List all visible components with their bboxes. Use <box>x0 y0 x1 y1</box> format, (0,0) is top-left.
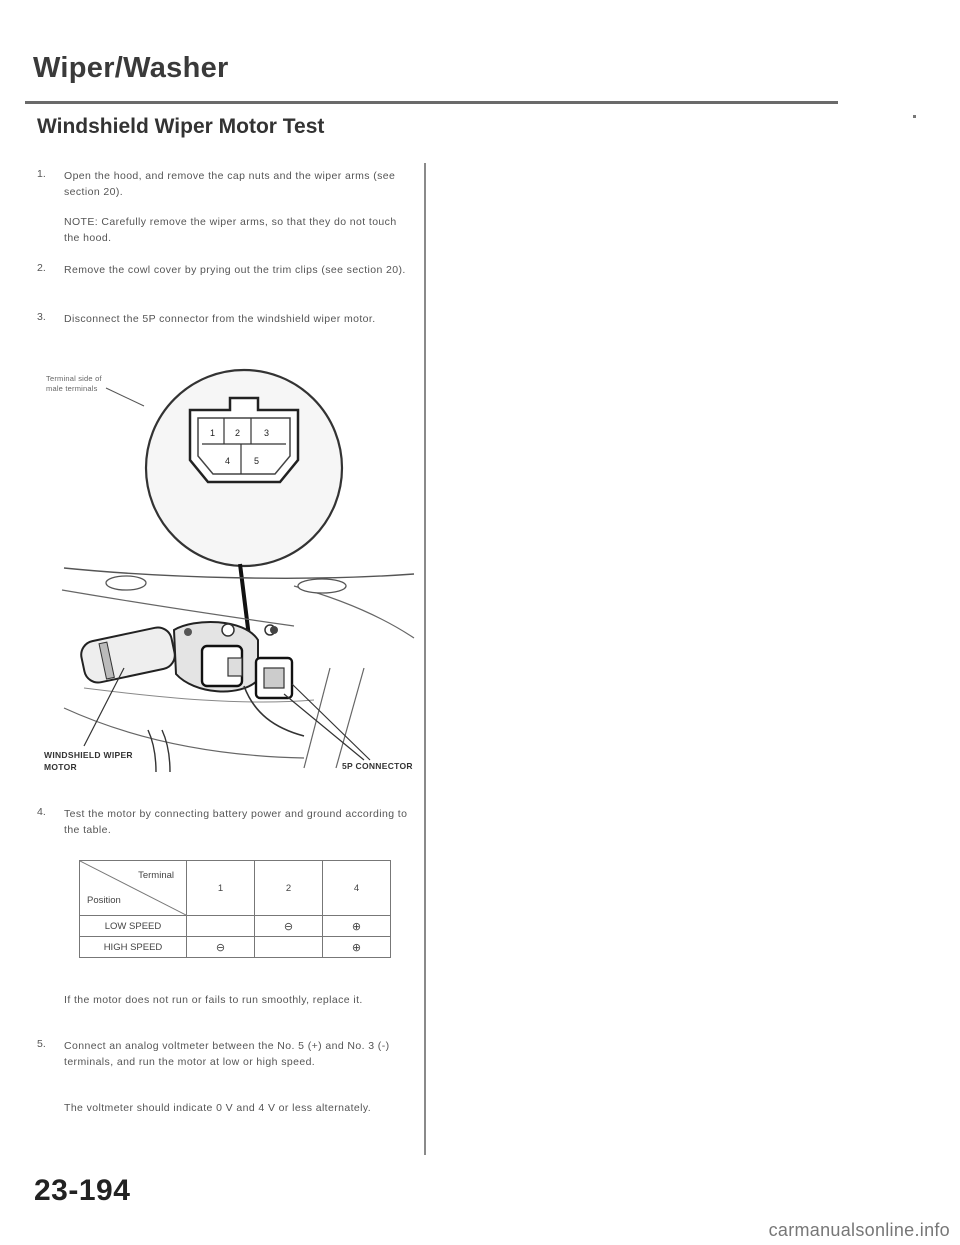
motor-label-line1: WINDSHIELD WIPER <box>44 750 133 760</box>
terminal-header: Terminal <box>138 870 174 881</box>
cell-high-2 <box>255 937 323 958</box>
step-4-text: Test the motor by connecting battery power and ground according to the table. <box>64 808 408 836</box>
motor-test-table <box>79 860 391 958</box>
cell-low-1 <box>187 916 255 937</box>
step-2-text: Remove the cowl cover by prying out the trim clips (see section 20). <box>64 264 406 276</box>
step-3-text: Disconnect the 5P connector from the windshield wiper motor. <box>64 313 376 325</box>
column-header-1: 1 <box>187 861 255 916</box>
table-header-row <box>80 861 391 916</box>
step-5-note: The voltmeter should indicate 0 V and 4 V or less alternately. <box>64 1102 372 1114</box>
pin-1-label: 1 <box>210 428 216 438</box>
step-1-note: NOTE: Carefully remove the wiper arms, so that they do not touch the hood. <box>64 216 397 244</box>
page-number: 23-194 <box>34 1174 131 1207</box>
cell-high-4: ⊕ <box>323 937 391 958</box>
section-title: Wiper/Washer <box>33 52 229 84</box>
table-row <box>80 937 391 958</box>
motor-label <box>44 749 133 773</box>
step-3-number: 3. <box>37 311 46 323</box>
connector-label-leader <box>284 694 364 760</box>
terminal-side-label <box>46 374 102 394</box>
connector-housing <box>190 398 298 482</box>
step-4-note: If the motor does not run or fails to run smoothly, replace it. <box>64 994 363 1006</box>
pin-4-label: 4 <box>225 456 231 466</box>
title-rule <box>25 101 838 104</box>
motor-body <box>79 625 178 685</box>
wiper-motor-figure <box>44 368 424 773</box>
watermark: carmanualsonline.info <box>768 1220 950 1240</box>
table-row <box>80 916 391 937</box>
step-4-number: 4. <box>37 806 46 818</box>
connector-label: 5P CONNECTOR <box>342 761 413 771</box>
step-1-number: 1. <box>37 168 46 180</box>
column-header-4: 4 <box>323 861 391 916</box>
motor-label-line2: MOTOR <box>44 762 77 772</box>
pin-3-label: 3 <box>264 428 270 438</box>
margin-mark <box>913 115 916 118</box>
pin-5-label: 5 <box>254 456 260 466</box>
step-5-text: Connect an analog voltmeter between the No. 5 (+) and No. 3 (-) terminals, and run the motor at low or high speed. <box>64 1040 390 1068</box>
step-5-number: 5. <box>37 1038 46 1050</box>
cell-high-1: ⊖ <box>187 937 255 958</box>
cell-low-4: ⊕ <box>323 916 391 937</box>
column-divider <box>424 163 426 1155</box>
step-1-text: Open the hood, and remove the cap nuts and the wiper arms (see section 20). <box>64 170 396 198</box>
terminal-label-leader <box>106 388 144 406</box>
page-heading: Windshield Wiper Motor Test <box>37 115 325 138</box>
position-header: Position <box>87 895 121 906</box>
pin-2-label: 2 <box>235 428 241 438</box>
table-corner-cell <box>80 861 187 916</box>
column-header-2: 2 <box>255 861 323 916</box>
row-position-low: LOW SPEED <box>80 916 187 937</box>
terminal-side-label-line1: Terminal side of <box>46 374 102 383</box>
wiper-motor-illustration <box>44 368 424 773</box>
step-2-number: 2. <box>37 262 46 274</box>
row-position-high: HIGH SPEED <box>80 937 187 958</box>
terminal-side-label-line2: male terminals <box>46 384 98 393</box>
cell-low-2: ⊖ <box>255 916 323 937</box>
